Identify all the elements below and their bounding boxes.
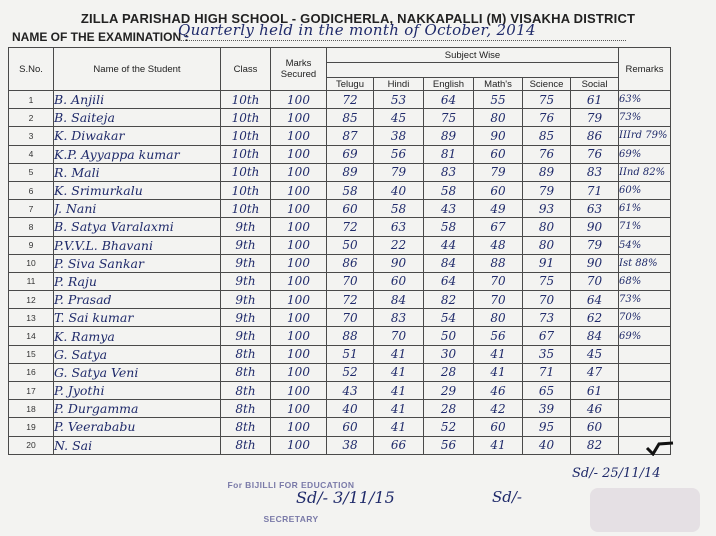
remark-cell: 69% bbox=[619, 145, 671, 163]
student-name: J. Nani bbox=[54, 200, 221, 218]
social-mark: 45 bbox=[571, 345, 619, 363]
exam-value: Quarterly held in the month of October, 2014 bbox=[178, 21, 536, 39]
table-row bbox=[9, 382, 671, 400]
class-cell: 9th bbox=[221, 218, 271, 236]
table-row bbox=[9, 418, 671, 436]
telugu-mark: 60 bbox=[327, 418, 374, 436]
remark-cell: 61% bbox=[619, 200, 671, 218]
table-row bbox=[9, 272, 671, 290]
class-cell: 9th bbox=[221, 254, 271, 272]
english-mark: 64 bbox=[424, 272, 474, 290]
secretary-signature: Sd/- 3/11/15 bbox=[296, 488, 395, 507]
sno: 7 bbox=[9, 200, 54, 218]
english-mark: 56 bbox=[424, 436, 474, 454]
marks-table bbox=[8, 47, 671, 455]
social-mark: 61 bbox=[571, 382, 619, 400]
student-name: T. Sai kumar bbox=[54, 309, 221, 327]
remark-cell: IIIrd 79% bbox=[619, 127, 671, 145]
english-mark: 29 bbox=[424, 382, 474, 400]
maths-mark: 88 bbox=[474, 254, 523, 272]
exam-underline bbox=[178, 40, 626, 41]
header-telugu: Telugu bbox=[327, 78, 374, 91]
header-name: Name of the Student bbox=[54, 48, 221, 91]
science-mark: 75 bbox=[523, 91, 571, 109]
student-name: K. Srimurkalu bbox=[54, 181, 221, 199]
sno: 5 bbox=[9, 163, 54, 181]
maths-mark: 70 bbox=[474, 272, 523, 290]
table-row bbox=[9, 91, 671, 109]
english-mark: 89 bbox=[424, 127, 474, 145]
maths-mark: 41 bbox=[474, 363, 523, 381]
english-mark: 44 bbox=[424, 236, 474, 254]
social-mark: 62 bbox=[571, 309, 619, 327]
science-mark: 39 bbox=[523, 400, 571, 418]
student-name: B. Satya Varalaxmi bbox=[54, 218, 221, 236]
hindi-mark: 70 bbox=[374, 327, 424, 345]
remark-cell: Ist 88% bbox=[619, 254, 671, 272]
table-row bbox=[9, 109, 671, 127]
english-mark: 58 bbox=[424, 181, 474, 199]
sno: 11 bbox=[9, 272, 54, 290]
class-cell: 10th bbox=[221, 109, 271, 127]
class-cell: 8th bbox=[221, 363, 271, 381]
remark-cell bbox=[619, 400, 671, 418]
telugu-mark: 88 bbox=[327, 327, 374, 345]
sno: 18 bbox=[9, 400, 54, 418]
hindi-mark: 41 bbox=[374, 400, 424, 418]
maths-mark: 70 bbox=[474, 291, 523, 309]
max-marks-cell: 100 bbox=[271, 327, 327, 345]
table-row bbox=[9, 181, 671, 199]
max-marks-cell: 100 bbox=[271, 345, 327, 363]
remark-cell: 63% bbox=[619, 91, 671, 109]
maths-mark: 60 bbox=[474, 181, 523, 199]
hindi-mark: 60 bbox=[374, 272, 424, 290]
table-row bbox=[9, 145, 671, 163]
max-marks-cell: 100 bbox=[271, 291, 327, 309]
social-mark: 46 bbox=[571, 400, 619, 418]
telugu-mark: 38 bbox=[327, 436, 374, 454]
telugu-mark: 40 bbox=[327, 400, 374, 418]
telugu-mark: 52 bbox=[327, 363, 374, 381]
school-title: ZILLA PARISHAD HIGH SCHOOL - GODICHERLA, NAKKAPALLI (M) VISAKHA DISTRICT bbox=[80, 11, 636, 26]
table-row bbox=[9, 200, 671, 218]
max-marks-cell: 100 bbox=[271, 309, 327, 327]
english-mark: 75 bbox=[424, 109, 474, 127]
telugu-mark: 51 bbox=[327, 345, 374, 363]
sno: 13 bbox=[9, 309, 54, 327]
sno: 4 bbox=[9, 145, 54, 163]
remark-cell: 73% bbox=[619, 291, 671, 309]
class-cell: 10th bbox=[221, 181, 271, 199]
stamp-line-2: SECRETARY bbox=[263, 514, 319, 524]
social-mark: 86 bbox=[571, 127, 619, 145]
social-mark: 84 bbox=[571, 327, 619, 345]
header-spacer bbox=[327, 63, 619, 78]
telugu-mark: 87 bbox=[327, 127, 374, 145]
max-marks-cell: 100 bbox=[271, 145, 327, 163]
english-mark: 30 bbox=[424, 345, 474, 363]
sno: 19 bbox=[9, 418, 54, 436]
maths-mark: 80 bbox=[474, 309, 523, 327]
english-mark: 43 bbox=[424, 200, 474, 218]
science-mark: 65 bbox=[523, 382, 571, 400]
max-marks-cell: 100 bbox=[271, 200, 327, 218]
table-row bbox=[9, 254, 671, 272]
class-cell: 9th bbox=[221, 309, 271, 327]
social-mark: 71 bbox=[571, 181, 619, 199]
max-marks-cell: 100 bbox=[271, 91, 327, 109]
table-row bbox=[9, 345, 671, 363]
header-social: Social bbox=[571, 78, 619, 91]
sno: 16 bbox=[9, 363, 54, 381]
max-marks-cell: 100 bbox=[271, 272, 327, 290]
maths-mark: 60 bbox=[474, 418, 523, 436]
class-cell: 9th bbox=[221, 236, 271, 254]
sno: 12 bbox=[9, 291, 54, 309]
english-mark: 83 bbox=[424, 163, 474, 181]
header-english: English bbox=[424, 78, 474, 91]
telugu-mark: 50 bbox=[327, 236, 374, 254]
class-cell: 8th bbox=[221, 345, 271, 363]
science-mark: 85 bbox=[523, 127, 571, 145]
maths-mark: 67 bbox=[474, 218, 523, 236]
telugu-mark: 60 bbox=[327, 200, 374, 218]
class-cell: 9th bbox=[221, 272, 271, 290]
class-cell: 9th bbox=[221, 327, 271, 345]
social-mark: 90 bbox=[571, 218, 619, 236]
hindi-mark: 41 bbox=[374, 382, 424, 400]
telugu-mark: 58 bbox=[327, 181, 374, 199]
student-name: P. Prasad bbox=[54, 291, 221, 309]
telugu-mark: 70 bbox=[327, 309, 374, 327]
maths-mark: 55 bbox=[474, 91, 523, 109]
hindi-mark: 41 bbox=[374, 345, 424, 363]
signature-area bbox=[0, 462, 716, 536]
header-class: Class bbox=[221, 48, 271, 91]
student-name: P.V.V.L. Bhavani bbox=[54, 236, 221, 254]
sno: 15 bbox=[9, 345, 54, 363]
remark-cell: 60% bbox=[619, 181, 671, 199]
sno: 17 bbox=[9, 382, 54, 400]
telugu-mark: 85 bbox=[327, 109, 374, 127]
hindi-mark: 58 bbox=[374, 200, 424, 218]
sno: 2 bbox=[9, 109, 54, 127]
hindi-mark: 63 bbox=[374, 218, 424, 236]
science-mark: 75 bbox=[523, 272, 571, 290]
sno: 1 bbox=[9, 91, 54, 109]
maths-mark: 48 bbox=[474, 236, 523, 254]
max-marks-cell: 100 bbox=[271, 163, 327, 181]
science-mark: 93 bbox=[523, 200, 571, 218]
science-mark: 80 bbox=[523, 218, 571, 236]
telugu-mark: 43 bbox=[327, 382, 374, 400]
maths-mark: 49 bbox=[474, 200, 523, 218]
social-mark: 60 bbox=[571, 418, 619, 436]
exam-label: NAME OF THE EXAMINATION : bbox=[12, 30, 189, 44]
hindi-mark: 79 bbox=[374, 163, 424, 181]
remark-cell bbox=[619, 382, 671, 400]
max-marks-cell: 100 bbox=[271, 127, 327, 145]
class-cell: 10th bbox=[221, 145, 271, 163]
telugu-mark: 86 bbox=[327, 254, 374, 272]
header-sno: S.No. bbox=[9, 48, 54, 91]
header-maths: Math's bbox=[474, 78, 523, 91]
student-name: B. Saiteja bbox=[54, 109, 221, 127]
student-name: K. Ramya bbox=[54, 327, 221, 345]
student-name: P. Siva Sankar bbox=[54, 254, 221, 272]
maths-mark: 79 bbox=[474, 163, 523, 181]
maths-mark: 80 bbox=[474, 109, 523, 127]
table-row bbox=[9, 436, 671, 454]
hindi-mark: 53 bbox=[374, 91, 424, 109]
hindi-mark: 45 bbox=[374, 109, 424, 127]
table-row bbox=[9, 363, 671, 381]
science-mark: 89 bbox=[523, 163, 571, 181]
hindi-mark: 66 bbox=[374, 436, 424, 454]
student-name: P. Durgamma bbox=[54, 400, 221, 418]
table-row bbox=[9, 163, 671, 181]
hindi-mark: 84 bbox=[374, 291, 424, 309]
table-row bbox=[9, 291, 671, 309]
class-cell: 8th bbox=[221, 418, 271, 436]
max-marks-cell: 100 bbox=[271, 109, 327, 127]
science-mark: 40 bbox=[523, 436, 571, 454]
science-mark: 71 bbox=[523, 363, 571, 381]
remark-cell: 70% bbox=[619, 309, 671, 327]
sno: 20 bbox=[9, 436, 54, 454]
sno: 9 bbox=[9, 236, 54, 254]
header-marks-secured: Marks Secured bbox=[271, 48, 327, 91]
sno: 10 bbox=[9, 254, 54, 272]
max-marks-cell: 100 bbox=[271, 363, 327, 381]
student-name: G. Satya Veni bbox=[54, 363, 221, 381]
english-mark: 64 bbox=[424, 91, 474, 109]
maths-mark: 90 bbox=[474, 127, 523, 145]
student-name: K.P. Ayyappa kumar bbox=[54, 145, 221, 163]
max-marks-cell: 100 bbox=[271, 254, 327, 272]
science-mark: 67 bbox=[523, 327, 571, 345]
header-science: Science bbox=[523, 78, 571, 91]
science-mark: 73 bbox=[523, 309, 571, 327]
student-name: P. Jyothi bbox=[54, 382, 221, 400]
max-marks-cell: 100 bbox=[271, 236, 327, 254]
hindi-mark: 90 bbox=[374, 254, 424, 272]
science-mark: 35 bbox=[523, 345, 571, 363]
telugu-mark: 70 bbox=[327, 272, 374, 290]
student-name: N. Sai bbox=[54, 436, 221, 454]
sno: 8 bbox=[9, 218, 54, 236]
sno: 14 bbox=[9, 327, 54, 345]
english-mark: 54 bbox=[424, 309, 474, 327]
telugu-mark: 69 bbox=[327, 145, 374, 163]
remark-cell: 71% bbox=[619, 218, 671, 236]
social-mark: 64 bbox=[571, 291, 619, 309]
header-remarks: Remarks bbox=[619, 48, 671, 91]
maths-mark: 41 bbox=[474, 436, 523, 454]
stamp-line-1: For BIJILLI FOR EDUCATION bbox=[227, 480, 355, 490]
header-subject-wise: Subject Wise bbox=[327, 48, 619, 63]
science-mark: 79 bbox=[523, 181, 571, 199]
class-cell: 8th bbox=[221, 436, 271, 454]
class-cell: 10th bbox=[221, 127, 271, 145]
social-mark: 76 bbox=[571, 145, 619, 163]
science-mark: 70 bbox=[523, 291, 571, 309]
headmaster-signature: Sd/- 25/11/14 bbox=[572, 466, 661, 481]
max-marks-cell: 100 bbox=[271, 218, 327, 236]
social-mark: 82 bbox=[571, 436, 619, 454]
social-mark: 47 bbox=[571, 363, 619, 381]
social-mark: 70 bbox=[571, 272, 619, 290]
hindi-mark: 41 bbox=[374, 418, 424, 436]
science-mark: 80 bbox=[523, 236, 571, 254]
social-mark: 61 bbox=[571, 91, 619, 109]
class-cell: 8th bbox=[221, 382, 271, 400]
science-mark: 76 bbox=[523, 109, 571, 127]
maths-mark: 41 bbox=[474, 345, 523, 363]
maths-mark: 60 bbox=[474, 145, 523, 163]
student-name: P. Raju bbox=[54, 272, 221, 290]
class-cell: 10th bbox=[221, 91, 271, 109]
max-marks-cell: 100 bbox=[271, 181, 327, 199]
english-mark: 58 bbox=[424, 218, 474, 236]
class-cell: 10th bbox=[221, 163, 271, 181]
student-name: K. Diwakar bbox=[54, 127, 221, 145]
english-mark: 28 bbox=[424, 363, 474, 381]
check-mark-icon bbox=[645, 440, 675, 456]
student-name: G. Satya bbox=[54, 345, 221, 363]
class-cell: 9th bbox=[221, 291, 271, 309]
header-hindi: Hindi bbox=[374, 78, 424, 91]
table-row bbox=[9, 218, 671, 236]
english-mark: 82 bbox=[424, 291, 474, 309]
maths-mark: 56 bbox=[474, 327, 523, 345]
maths-mark: 42 bbox=[474, 400, 523, 418]
hindi-mark: 83 bbox=[374, 309, 424, 327]
sno: 6 bbox=[9, 181, 54, 199]
table-row bbox=[9, 127, 671, 145]
english-mark: 28 bbox=[424, 400, 474, 418]
remark-cell: IInd 82% bbox=[619, 163, 671, 181]
hindi-mark: 22 bbox=[374, 236, 424, 254]
english-mark: 52 bbox=[424, 418, 474, 436]
science-mark: 91 bbox=[523, 254, 571, 272]
headmaster-stamp bbox=[590, 488, 700, 532]
remark-cell: 68% bbox=[619, 272, 671, 290]
maths-mark: 46 bbox=[474, 382, 523, 400]
social-mark: 83 bbox=[571, 163, 619, 181]
class-cell: 8th bbox=[221, 400, 271, 418]
english-mark: 84 bbox=[424, 254, 474, 272]
max-marks-cell: 100 bbox=[271, 382, 327, 400]
student-name: R. Mali bbox=[54, 163, 221, 181]
table-row bbox=[9, 327, 671, 345]
remark-cell: 69% bbox=[619, 327, 671, 345]
english-mark: 81 bbox=[424, 145, 474, 163]
telugu-mark: 72 bbox=[327, 91, 374, 109]
social-mark: 79 bbox=[571, 236, 619, 254]
max-marks-cell: 100 bbox=[271, 436, 327, 454]
hindi-mark: 56 bbox=[374, 145, 424, 163]
table-row bbox=[9, 309, 671, 327]
hindi-mark: 38 bbox=[374, 127, 424, 145]
class-cell: 10th bbox=[221, 200, 271, 218]
table-row bbox=[9, 236, 671, 254]
social-mark: 63 bbox=[571, 200, 619, 218]
telugu-mark: 72 bbox=[327, 291, 374, 309]
social-mark: 79 bbox=[571, 109, 619, 127]
middle-signature: Sd/- bbox=[492, 488, 522, 506]
max-marks-cell: 100 bbox=[271, 400, 327, 418]
social-mark: 90 bbox=[571, 254, 619, 272]
hindi-mark: 41 bbox=[374, 363, 424, 381]
science-mark: 76 bbox=[523, 145, 571, 163]
science-mark: 95 bbox=[523, 418, 571, 436]
english-mark: 50 bbox=[424, 327, 474, 345]
hindi-mark: 40 bbox=[374, 181, 424, 199]
remark-cell: 54% bbox=[619, 236, 671, 254]
telugu-mark: 89 bbox=[327, 163, 374, 181]
remark-cell bbox=[619, 363, 671, 381]
table-row bbox=[9, 400, 671, 418]
remark-cell bbox=[619, 345, 671, 363]
remark-cell: 73% bbox=[619, 109, 671, 127]
sno: 3 bbox=[9, 127, 54, 145]
student-name: P. Veerababu bbox=[54, 418, 221, 436]
telugu-mark: 72 bbox=[327, 218, 374, 236]
remark-cell bbox=[619, 418, 671, 436]
max-marks-cell: 100 bbox=[271, 418, 327, 436]
student-name: B. Anjili bbox=[54, 91, 221, 109]
